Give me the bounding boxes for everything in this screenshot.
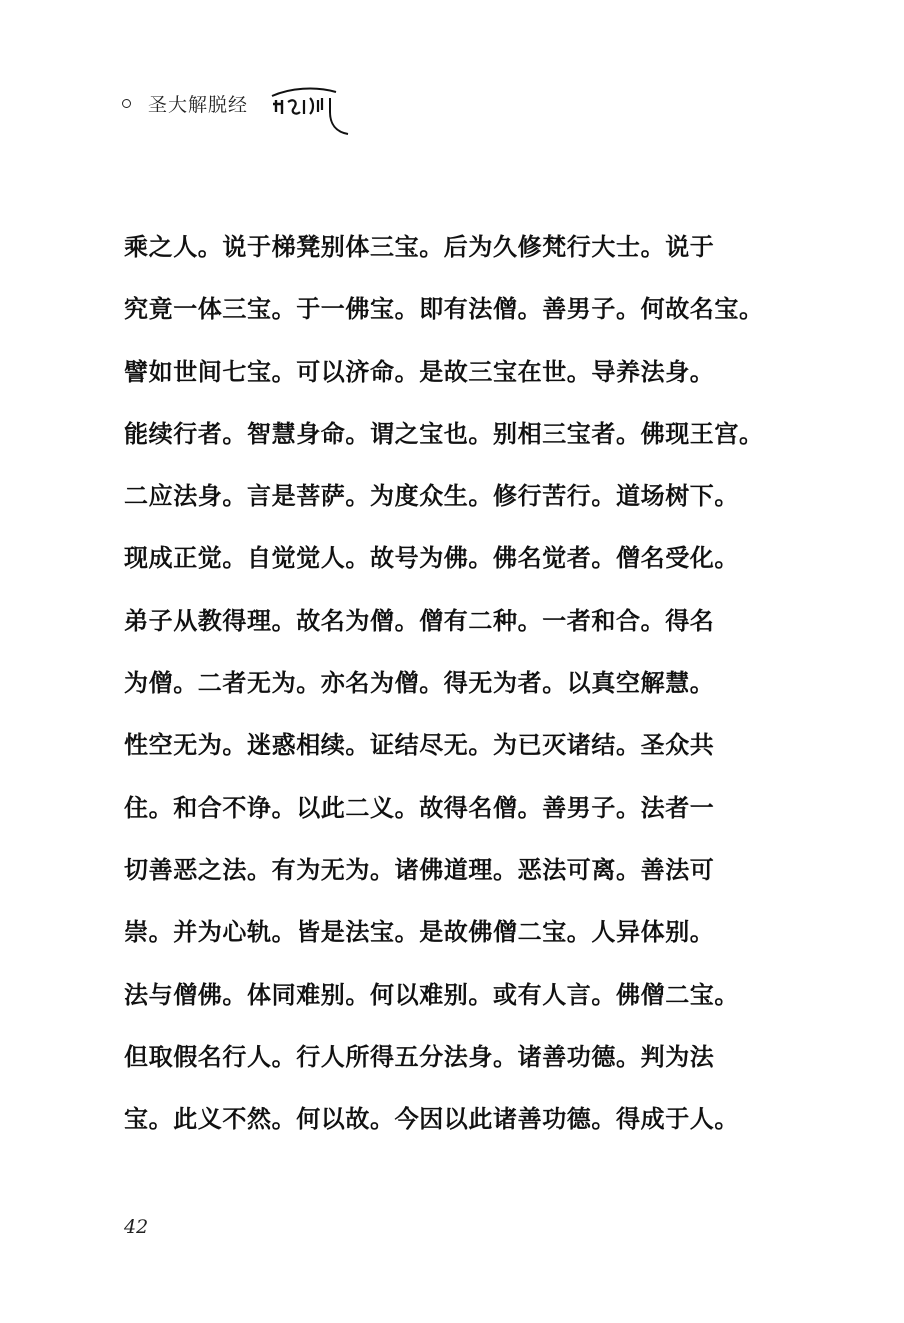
text-line-6: 现成正觉。自觉觉人。故号为佛。佛名觉者。僧名受化。: [124, 543, 739, 573]
text-line-1: 乘之人。说于梯凳别体三宝。后为久修梵行大士。说于: [124, 232, 715, 261]
running-header: [122, 84, 422, 138]
text-line-10: 住。和合不诤。以此二义。故得名僧。善男子。法者一: [124, 792, 715, 822]
text-line-2: 究竟一体三宝。于一佛宝。即有法僧。善男子。何故名宝。: [124, 294, 764, 324]
text-line-5: 二应法身。言是菩萨。为度众生。修行苦行。道场树下。: [124, 481, 739, 511]
header-title: 圣大解脱经: [148, 94, 249, 116]
text-line-11: 切善恶之法。有为无为。诸佛道理。恶法可离。善法可: [124, 854, 715, 884]
text-line-12: 崇。并为心轨。皆是法宝。是故佛僧二宝。人异体别。: [124, 917, 715, 947]
text-line-13: 法与僧佛。体同难别。何以难别。或有人言。佛僧二宝。: [124, 979, 739, 1009]
text-line-8: 为僧。二者无为。亦名为僧。得无为者。以真空解慧。: [124, 668, 715, 698]
text-line-4: 能续行者。智慧身命。谓之宝也。别相三宝者。佛现王宫。: [124, 418, 764, 448]
page-number: 42: [124, 1216, 149, 1238]
scripture-text: [124, 216, 764, 1150]
tibetan-script-logo: [270, 84, 352, 138]
text-line-7: 弟子从教得理。故名为僧。僧有二种。一者和合。得名: [124, 605, 715, 635]
text-line-9: 性空无为。迷惑相续。证结尽无。为已灭诸结。圣众共: [124, 730, 715, 760]
text-line-14: 但取假名行人。行人所得五分法身。诸善功德。判为法: [124, 1041, 715, 1071]
text-line-15: 宝。此义不然。何以故。今因以此诸善功德。得成于人。: [124, 1104, 739, 1134]
text-line-3: 譬如世间七宝。可以济命。是故三宝在世。导养法身。: [124, 356, 715, 386]
circle-bullet-icon: [122, 99, 131, 108]
